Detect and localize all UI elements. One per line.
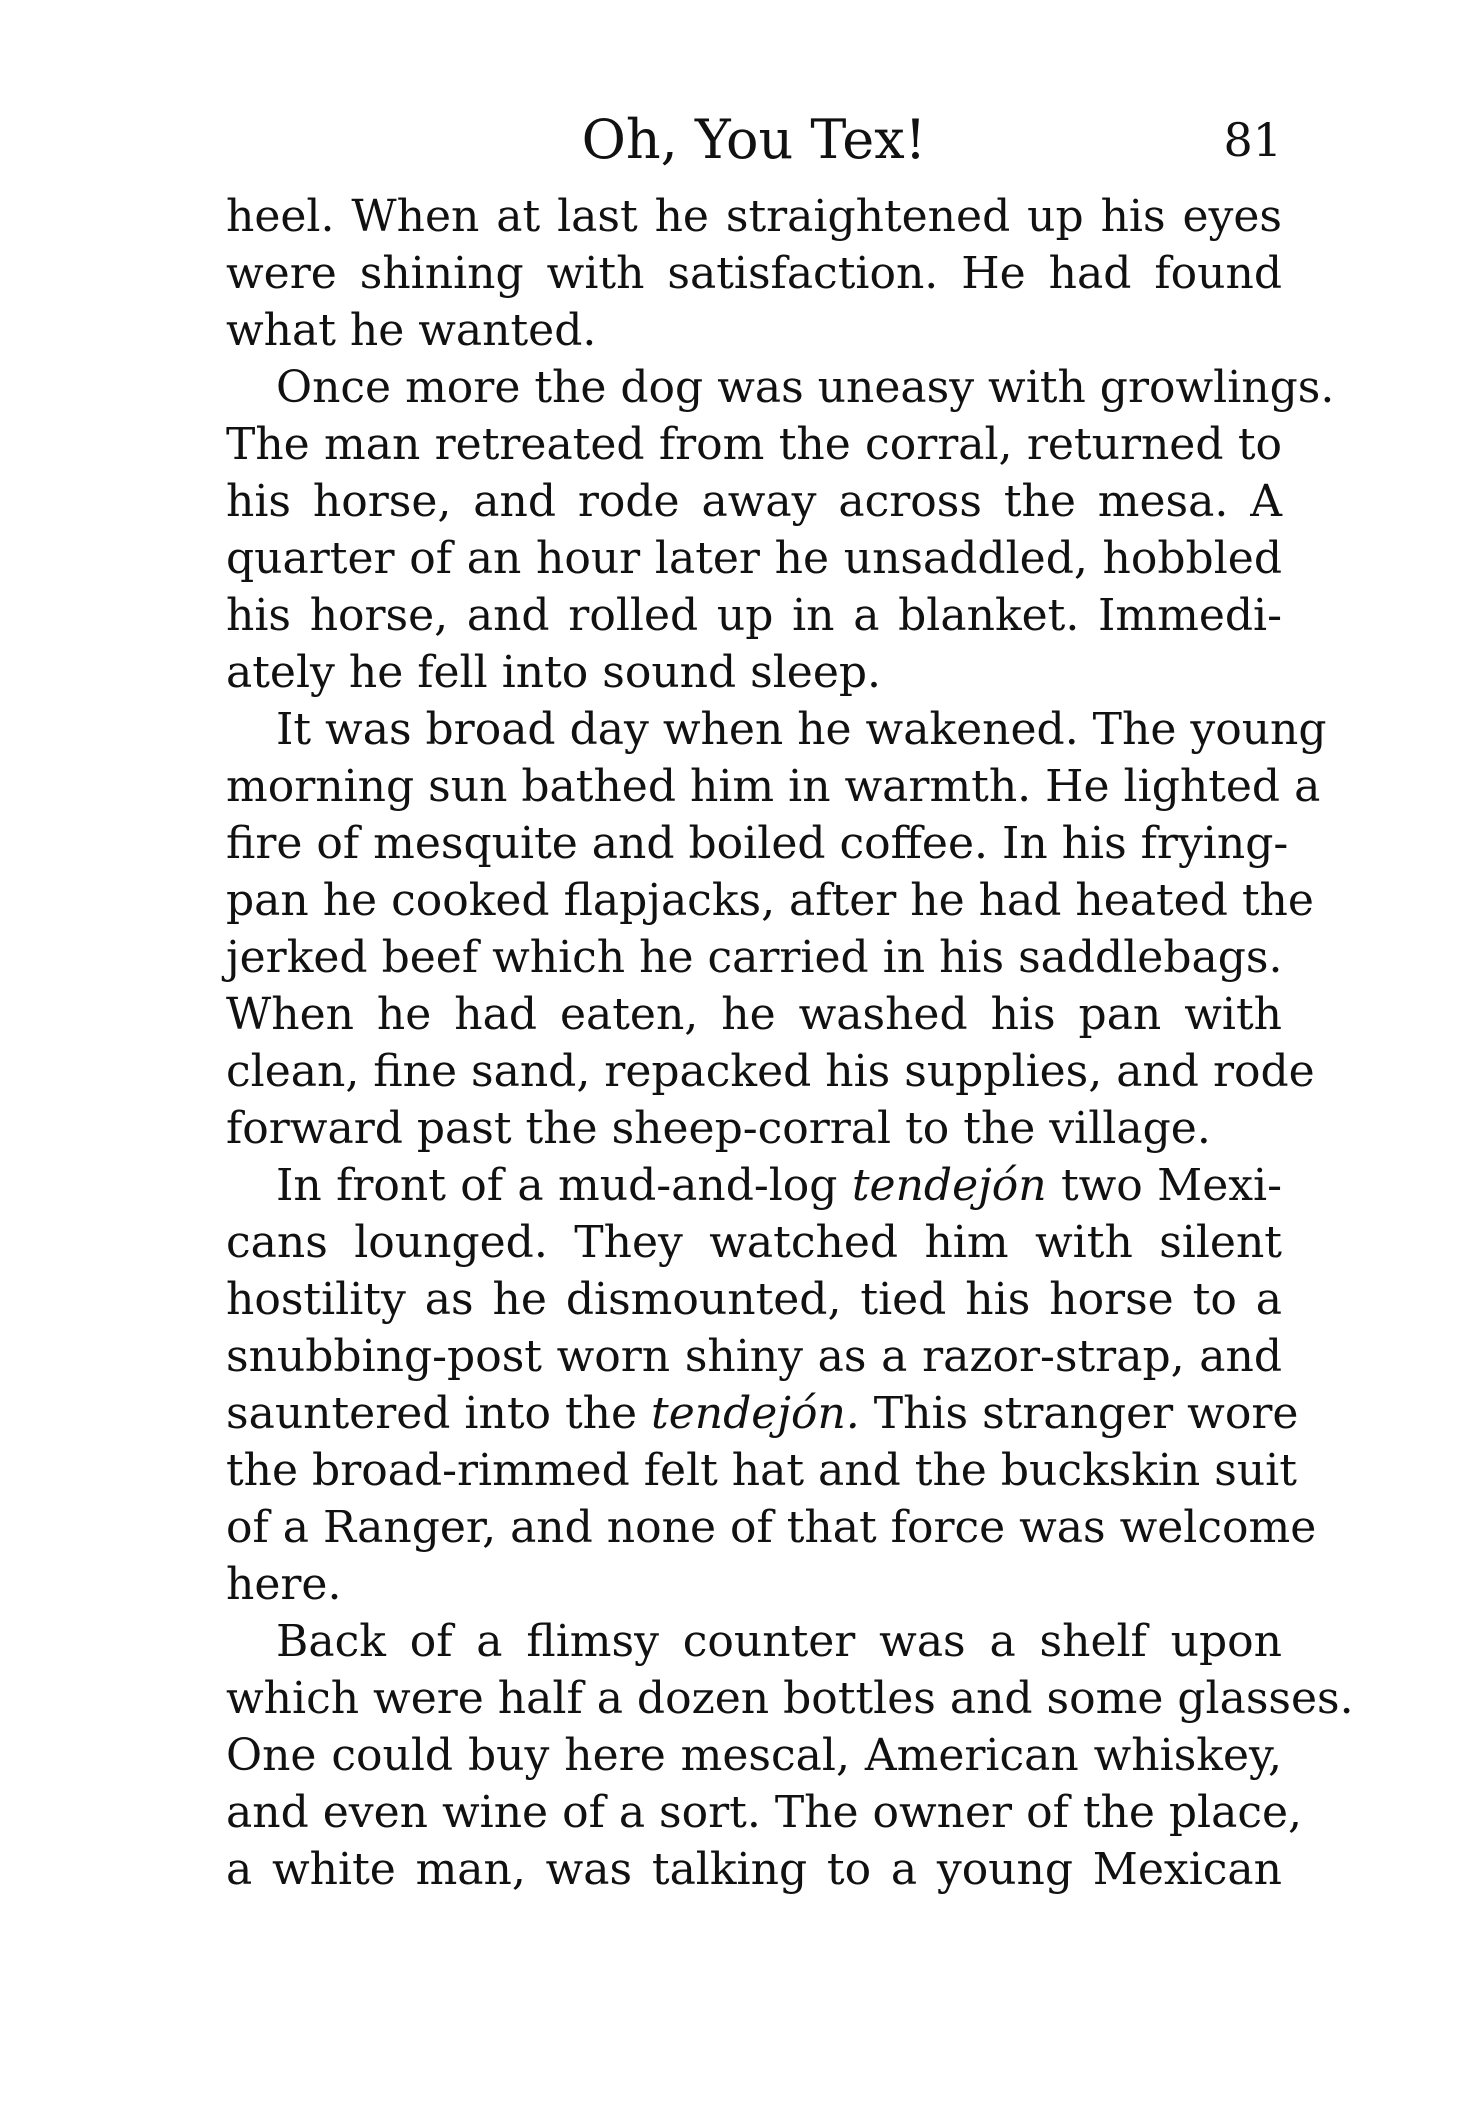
text-line: Back of a flimsy counter was a shelf upon	[276, 1616, 1282, 1667]
text-line: snubbing-post worn shiny as a razor-strap, and	[226, 1331, 1282, 1382]
paragraph	[226, 188, 1282, 359]
text-line: cans lounged. They watched him with silent	[226, 1217, 1282, 1268]
text-run: This stranger wore	[859, 1388, 1299, 1439]
paragraph	[226, 701, 1327, 1157]
text-line: One could buy here mescal, American whiskey,	[226, 1730, 1282, 1781]
text-line: what he wanted.	[226, 305, 597, 356]
text-run: two Mexi-	[1046, 1160, 1282, 1211]
text-line: ately he fell into sound sleep.	[226, 647, 882, 698]
text-line: were shining with satisfaction. He had found	[226, 248, 1282, 299]
text-run: In front of a mud-and-log	[276, 1160, 852, 1211]
page-header	[226, 100, 1282, 180]
text-line: Once more the dog was uneasy with growlings.	[276, 362, 1335, 413]
text-line: the broad-rimmed felt hat and the buckskin suit	[226, 1445, 1297, 1496]
italic-word: tendejón	[851, 1160, 1047, 1211]
text-run: sauntered into the	[226, 1388, 652, 1439]
text-line: jerked beef which he carried in his saddlebags.	[226, 932, 1283, 983]
text-line: clean, fine sand, repacked his supplies, and rode	[226, 1046, 1315, 1097]
text-line: a white man, was talking to a young Mexican	[226, 1844, 1282, 1895]
text-line	[226, 1157, 1282, 1214]
text-line: and even wine of a sort. The owner of the place,	[226, 1787, 1303, 1838]
text-line: here.	[226, 1559, 342, 1610]
text-line: fire of mesquite and boiled coffee. In his frying-	[226, 818, 1289, 869]
text-line: of a Ranger, and none of that force was welcome	[226, 1502, 1317, 1553]
text-line: his horse, and rolled up in a blanket. Immedi-	[226, 590, 1282, 641]
text-line	[226, 1385, 1299, 1442]
running-title: Oh, You Tex!	[581, 108, 927, 171]
paragraph	[226, 1613, 1354, 1898]
text-line: It was broad day when he wakened. The young	[276, 704, 1327, 755]
text-line: morning sun bathed him in warmth. He lighted a	[226, 761, 1321, 812]
paragraph	[226, 359, 1335, 701]
page-number: 81	[1223, 113, 1282, 167]
body-text	[226, 188, 1354, 1898]
text-line: hostility as he dismounted, tied his horse to a	[226, 1274, 1282, 1325]
text-line: When he had eaten, he washed his pan with	[226, 989, 1282, 1040]
italic-word: tendejón.	[651, 1388, 860, 1439]
paragraph	[226, 1157, 1317, 1613]
text-line: his horse, and rode away across the mesa. A	[226, 476, 1282, 527]
text-line: heel. When at last he straightened up his eyes	[226, 191, 1282, 242]
text-line: forward past the sheep-corral to the village.	[226, 1103, 1211, 1154]
text-line: The man retreated from the corral, returned to	[226, 419, 1282, 470]
text-line: which were half a dozen bottles and some glasses.	[226, 1673, 1354, 1724]
text-line: quarter of an hour later he unsaddled, hobbled	[226, 533, 1282, 584]
text-line: pan he cooked flapjacks, after he had heated the	[226, 875, 1314, 926]
